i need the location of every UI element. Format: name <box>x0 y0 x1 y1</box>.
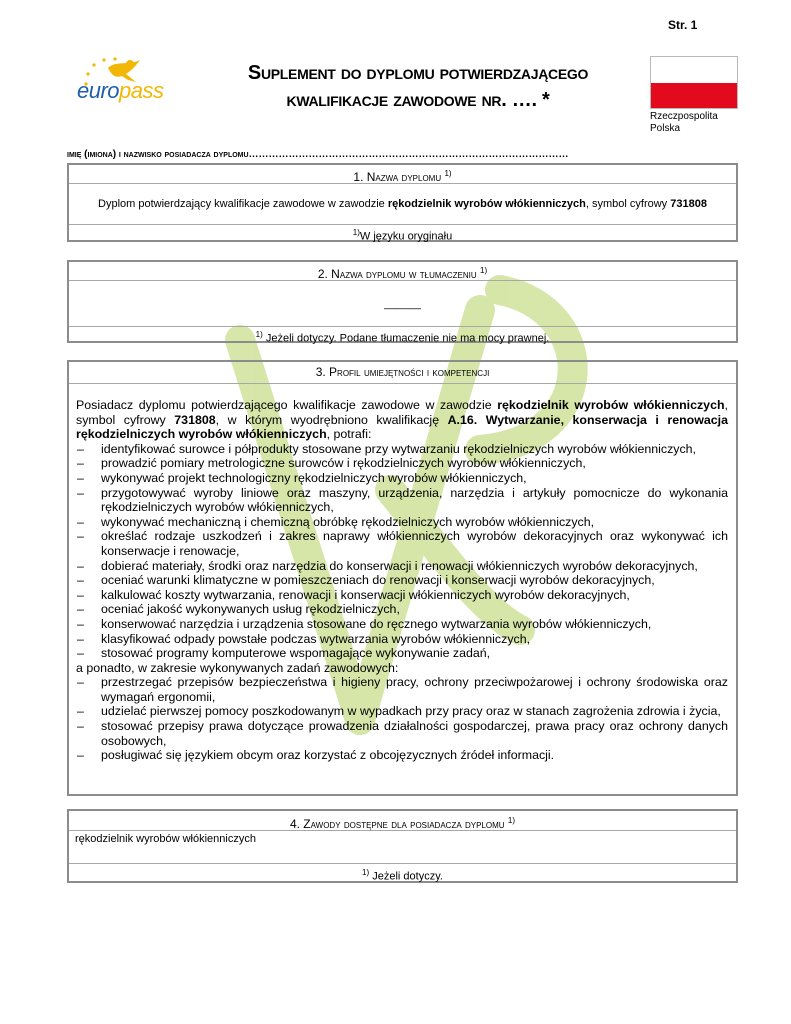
skills-list <box>76 442 728 661</box>
title-line-2: kwalifikacje zawodowe nr. …. * <box>286 89 550 111</box>
list-item: – przestrzegać przepisów bezpieczeństwa i higieny pracy, ochrony przeciwpożarowej i ochrony środowiska oraz wymagań ergonomii, <box>76 675 728 704</box>
list-item: – stosować przepisy prawa dotyczące prowadzenia działalności gospodarczej, prawa pracy oraz ochrony danych osobowych, <box>76 719 728 748</box>
section1-footnote: $^{1)}$W języku oryginału <box>352 228 453 243</box>
translation-value: ______ <box>69 281 736 327</box>
section2-footnote: $^{1)}$ Jeżeli dotyczy. Podane tłumaczenie nie ma mocy prawnej. <box>255 330 550 345</box>
list-item: – określać rodzaje uszkodzeń i zakres naprawy włókienniczych wyrobów dekoracyjnych oraz wykonywać ich konserwacje i renowacje, <box>76 529 728 558</box>
list-item: – konserwować narzędzia i urządzenia stosowane do ręcznego wytwarzania wyrobów włókienniczych, <box>76 617 728 632</box>
skills-intro: Posiadacz dyplomu potwierdzającego kwalifikacje zawodowe w zawodzie rękodzielnik wyrobów włókienniczych, symbol cyfrowy 731808, w którym wyodrębniono kwalifikację A.16. Wytwarzanie, konserwacja i renowacja rękodzielniczych wyrobów włókienniczych, potrafi: <box>76 398 728 442</box>
list-item: – klasyfikować odpady powstałe podczas wytwarzania wyrobów włókienniczych, <box>76 632 728 647</box>
skills-profile-content <box>69 384 736 763</box>
list-item: – dobierać materiały, środki oraz narzędzia do konserwacji i renowacji włókienniczych wyrobów dekoracyjnych, <box>76 559 728 574</box>
section-diploma-name <box>67 163 738 242</box>
list-item: – posługiwać się językiem obcym oraz korzystać z obcojęzycznych źródeł informacji. <box>76 748 728 763</box>
country-name: Rzeczpospolita Polska <box>650 111 718 134</box>
list-item: – wykonywać mechaniczną i chemiczną obróbkę rękodzielniczych wyrobów włókienniczych, <box>76 515 728 530</box>
section-skills-profile <box>67 360 738 796</box>
additional-skills-list <box>76 675 728 763</box>
list-item: – prowadzić pomiary metrologiczne surowców i rękodzielniczych wyrobów włókienniczych, <box>76 456 728 471</box>
list-item: – kalkulować koszty wytwarzania, renowacji i konserwacji włókienniczych wyrobów dekoracyjnych, <box>76 588 728 603</box>
section1-heading: 1. Nazwa dyplomu $^{1)}$ <box>69 165 736 184</box>
section4-footnote: $^{1)}$ Jeżeli dotyczy. <box>362 868 443 883</box>
holder-name-field: imię (imiona) i nazwisko posiadacza dyplomu…………………………………………………………………………………… <box>67 149 569 160</box>
section2-heading: 2. Nazwa dyplomu w tłumaczeniu $^{1)}$ <box>69 262 736 281</box>
list-item: – stosować programy komputerowe wspomagające wykonywanie zadań, <box>76 646 728 661</box>
section4-heading: 4. Zawody dostępne dla posiadacza dyplomu $^{1)}$ <box>69 811 736 831</box>
document-title <box>198 60 638 114</box>
section-diploma-translation <box>67 260 738 343</box>
occupation-value: rękodzielnik wyrobów włókienniczych <box>69 831 736 864</box>
diploma-name-value: Dyplom potwierdzający kwalifikacje zawodowe w zawodzie rękodzielnik wyrobów włókienniczych, symbol cyfrowy 731808 <box>69 184 736 225</box>
list-item: – udzielać pierwszej pomocy poszkodowanym w wypadkach przy pracy oraz w stanach zagrożenia zdrowia i życia, <box>76 704 728 719</box>
section-available-occupations <box>67 809 738 883</box>
list-item: – przygotowywać wyroby liniowe oraz maszyny, urządzenia, narzędzia i artykuły pomocnicze do wykonania rękodzielniczych wyrobów włókienniczych, <box>76 486 728 515</box>
poland-flag-icon <box>650 56 738 109</box>
list-item: – oceniać jakość wykonywanych usług rękodzielniczych, <box>76 602 728 617</box>
section3-heading: 3. Profil umiejętności i kompetencji <box>69 362 736 384</box>
europass-logo: europass <box>77 78 164 103</box>
additional-skills-intro: a ponadto, w zakresie wykonywanych zadań zawodowych: <box>76 660 399 675</box>
list-item: – oceniać warunki klimatyczne w pomieszczeniach do renowacji i konserwacji wyrobów dekoracyjnych, <box>76 573 728 588</box>
page-number: Str. 1 <box>668 18 698 32</box>
list-item: – wykonywać projekt technologiczny rękodzielniczych wyrobów włókienniczych, <box>76 471 728 486</box>
title-line-1: Suplement do dyplomu potwierdzającego <box>247 62 589 84</box>
list-item: – identyfikować surowce i półprodukty stosowane przy wytwarzaniu rękodzielniczych wyrobów włókienniczych, <box>76 442 728 457</box>
